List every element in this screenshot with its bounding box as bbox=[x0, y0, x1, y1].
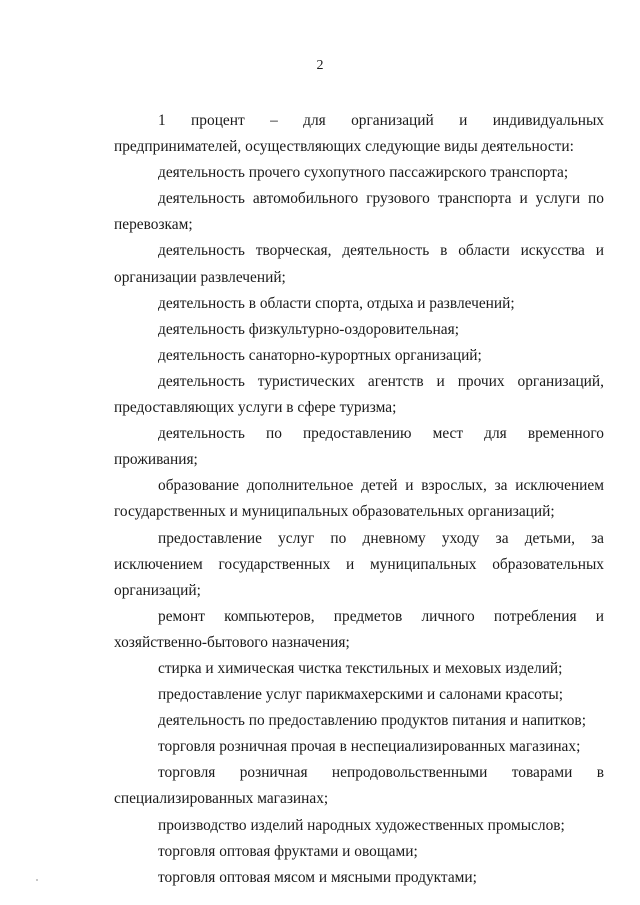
list-item: деятельность по предоставлению продуктов питания и напитков; bbox=[158, 712, 586, 730]
list-item: деятельность санаторно-курортных организаций; bbox=[158, 346, 482, 364]
list-item: деятельность творческая, деятельность в области искусства и организации развлечений; bbox=[114, 242, 604, 286]
list-item: предоставление услуг по дневному уходу за детьми, за исключением государственных и муниципальных образовательных организаций; bbox=[114, 529, 604, 599]
list-item: деятельность прочего сухопутного пассажирского транспорта; bbox=[158, 164, 569, 182]
scan-speck bbox=[36, 879, 38, 881]
list-item: предоставление услуг парикмахерскими и салонами красоты; bbox=[158, 686, 563, 704]
list-item: стирка и химическая чистка текстильных и меховых изделий; bbox=[158, 659, 563, 677]
list-item: деятельность физкультурно-оздоровительная; bbox=[158, 320, 459, 338]
list-item: торговля розничная непродовольственными товарами в специализированных магазинах; bbox=[114, 764, 604, 808]
list-item: торговля розничная прочая в неспециализированных магазинах; bbox=[158, 738, 581, 756]
list-item: деятельность автомобильного грузового транспорта и услуги по перевозкам; bbox=[114, 190, 604, 234]
document-body bbox=[114, 108, 604, 891]
list-item: деятельность по предоставлению мест для временного проживания; bbox=[114, 425, 604, 469]
list-item: торговля оптовая мясом и мясными продуктами; bbox=[158, 868, 477, 886]
list-item: ремонт компьютеров, предметов личного потребления и хозяйственно-бытового назначения; bbox=[114, 607, 604, 651]
list-item: деятельность туристических агентств и прочих организаций, предоставляющих услуги в сфере туризма; bbox=[114, 372, 604, 417]
list-item: образование дополнительное детей и взрослых, за исключением государственных и муниципальных образовательных организаций; bbox=[114, 477, 604, 521]
list-item: деятельность в области спорта, отдыха и развлечений; bbox=[158, 294, 515, 312]
intro-paragraph: 1 процент – для организаций и индивидуальных предпринимателей, осуществляющих следующие виды деятельности: bbox=[114, 112, 604, 156]
list-item: производство изделий народных художественных промыслов; bbox=[158, 816, 565, 834]
list-item: торговля оптовая фруктами и овощами; bbox=[158, 842, 418, 860]
page-number: 2 bbox=[316, 58, 324, 73]
